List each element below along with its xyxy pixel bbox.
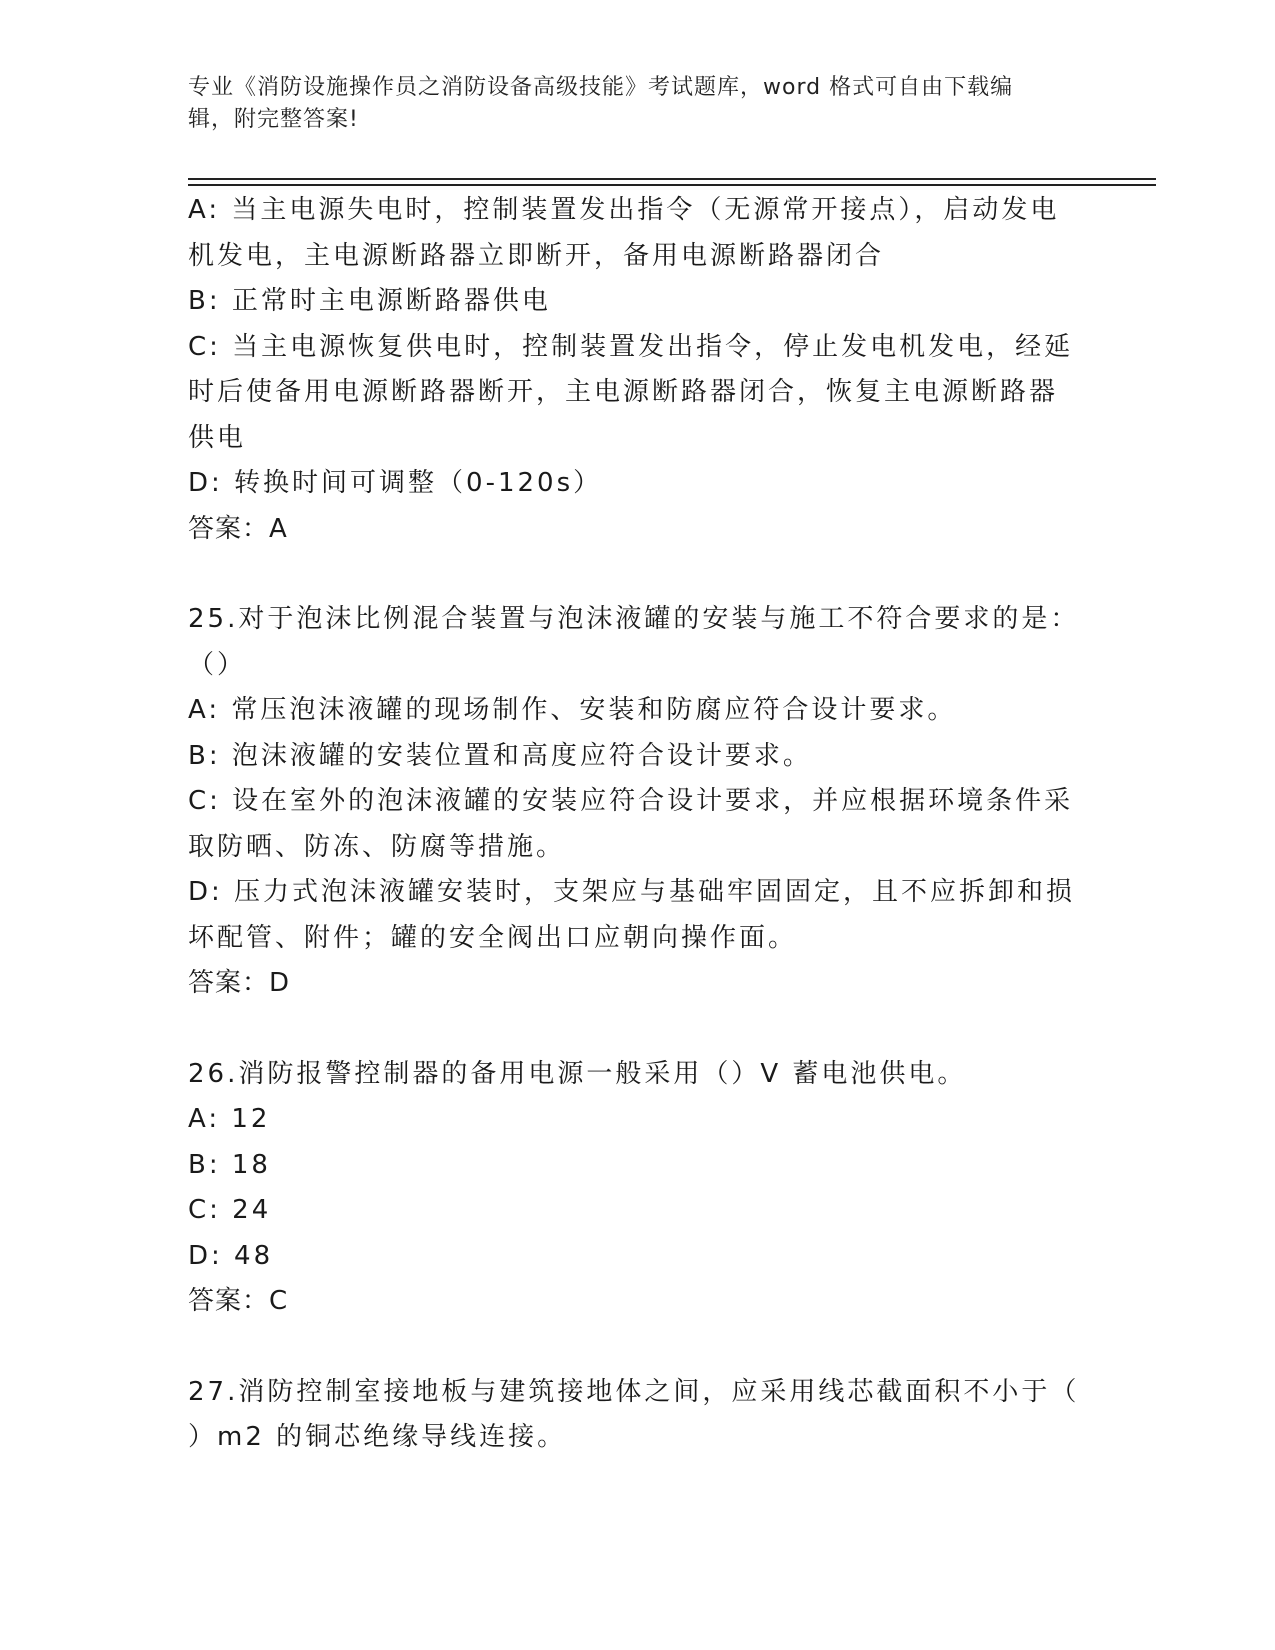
- q25-option-c-line-1: C: 设在室外的泡沫液罐的安装应符合设计要求，并应根据环境条件采: [188, 786, 1074, 816]
- header-line-2: 辑，附完整答案!: [188, 107, 359, 132]
- header-divider-bottom: [188, 184, 1156, 186]
- q25-option-b: B: 泡沫液罐的安装位置和高度应符合设计要求。: [188, 740, 812, 771]
- q26-option-d: D: 48: [188, 1240, 274, 1271]
- q24-option-c: [188, 325, 1088, 462]
- q26-option-a: A: 12: [188, 1104, 271, 1134]
- q24-option-a-line-1: A: 当主电源失电时，控制装置发出指令（无源常开接点），启动发电: [188, 195, 1060, 225]
- q25-question-line-2: （）: [188, 649, 247, 680]
- q25-option-c-line-2: 取防晒、防冻、防腐等措施。: [188, 831, 566, 862]
- spacer: [188, 1325, 1088, 1370]
- q24-answer: 答案：A: [188, 513, 288, 544]
- header-line-1: 专业《消防设施操作员之消防设备高级技能》考试题库，word 格式可自由下载编: [188, 75, 1014, 100]
- header-divider-top: [188, 178, 1156, 180]
- q24-option-c-line-1: C: 当主电源恢复供电时，控制装置发出指令，停止发电机发电，经延: [188, 331, 1074, 362]
- q25-option-d-line-2: 坏配管、附件；罐的安全阀出口应朝向操作面。: [188, 922, 798, 953]
- q25-question-line-1: 25.对于泡沫比例混合装置与泡沫液罐的安装与施工不符合要求的是：: [188, 604, 1080, 634]
- q24-option-b: B: 正常时主电源断路器供电: [188, 286, 551, 316]
- q24-option-d: D: 转换时间可调整（0-120s）: [188, 468, 603, 498]
- q26-answer: 答案：C: [188, 1286, 289, 1316]
- q25-option-d: [188, 870, 1088, 961]
- spacer: [188, 552, 1088, 597]
- q27-question-line-2: ）m2 的铜芯绝缘导线连接。: [188, 1422, 567, 1452]
- document-header: [188, 72, 1088, 136]
- q24-option-a-line-2: 机发电，主电源断路器立即断开，备用电源断路器闭合: [188, 240, 885, 271]
- q27-question-line-1: 27.消防控制室接地板与建筑接地体之间，应采用线芯截面积不小于（: [188, 1376, 1080, 1407]
- q27-question: [188, 1370, 1088, 1461]
- spacer: [188, 1007, 1088, 1052]
- q25-option-d-line-1: D: 压力式泡沫液罐安装时，支架应与基础牢固固定，且不应拆卸和损: [188, 877, 1076, 907]
- q24-option-c-line-2: 时后使备用电源断路器断开，主电源断路器闭合，恢复主电源断路器: [188, 377, 1059, 407]
- q26-question: 26.消防报警控制器的备用电源一般采用（）V 蓄电池供电。: [188, 1058, 967, 1089]
- q26-option-b: B: 18: [188, 1149, 271, 1180]
- q25-answer: 答案：D: [188, 968, 291, 998]
- q25-question: [188, 597, 1088, 688]
- q25-option-c: [188, 779, 1088, 870]
- q26-option-c: C: 24: [188, 1195, 272, 1225]
- q24-option-c-line-3: 供电: [188, 422, 247, 453]
- q25-option-a: A: 常压泡沫液罐的现场制作、安装和防腐应符合设计要求。: [188, 695, 957, 725]
- question-content: [188, 188, 1088, 1461]
- q24-option-a: [188, 188, 1088, 279]
